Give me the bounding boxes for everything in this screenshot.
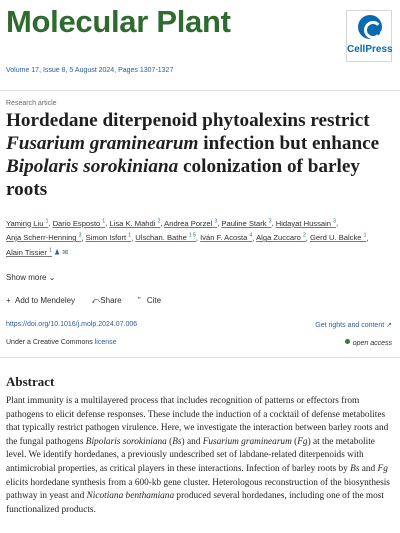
cite-button[interactable]: ” Cite: [137, 296, 162, 305]
quote-icon: ”: [137, 296, 141, 305]
article-type: Research article: [6, 100, 57, 107]
external-link-icon: ↗: [386, 322, 392, 329]
author-link[interactable]: Alain Tissier $^1$: [6, 247, 52, 257]
abstract-text: Plant immunity is a multilayered process that includes recognition of patterns or effectors from pathogens to elicit defense responses. These include the induction of a cocktail of defense metabolites that typically restrict pathogen virulence. Here, we investigate the interaction between barley roots and the fungal pathogens Bipolaris sorokiniana (Bs) and Fusarium graminearum (Fg) at the metabolite level. We identify hordedanes, a previously undescribed set of labdane-related diterpenoids with antimicrobial properties, as critical players in these interactions. Infection of barley roots by Bs and Fg elicits hordedane synthesis from a 600-kb gene cluster. Heterologous reconstruction of the biosynthesis pathway in yeast and Nicotiana benthamiana produced several hordedanes, including one of the most functionalized products.: [6, 396, 390, 515]
author-link[interactable]: Iván F. Acosta $^4$: [200, 232, 253, 243]
open-access-icon: [345, 339, 350, 344]
open-access-badge: open access: [345, 339, 392, 347]
journal-header: [0, 0, 400, 92]
license-line: Under a Creative Commons license: [6, 339, 117, 346]
author-link[interactable]: Yaming Liu $^1$: [6, 218, 49, 228]
citation-line[interactable]: Volume 17, Issue 8, 5 August 2024, Pages 1307-1327: [6, 67, 174, 74]
article-actions: [6, 296, 175, 306]
show-more-button[interactable]: Show more ⌄: [6, 273, 56, 282]
cellpress-wordmark: CellPress: [347, 44, 393, 55]
cellpress-mark-icon: [358, 15, 382, 39]
author-link[interactable]: Simon Isfort $^1$: [85, 232, 132, 243]
plus-icon: +: [6, 296, 11, 305]
share-button[interactable]: ⤺Share: [91, 296, 122, 305]
chevron-down-icon: ⌄: [48, 273, 56, 282]
email-icon[interactable]: ✉: [62, 249, 69, 257]
add-to-mendeley-button[interactable]: + Add to Mendeley: [6, 296, 76, 305]
header-divider: [0, 90, 400, 91]
author-link[interactable]: Lisa K. Mahdi $^2$: [109, 218, 161, 228]
journal-title[interactable]: Molecular Plant: [6, 4, 231, 39]
abstract-heading: Abstract: [6, 374, 55, 389]
person-icon[interactable]: ♟: [53, 249, 61, 257]
author-link[interactable]: Ulschan. Bathe $^{1 5}$: [135, 232, 196, 243]
author-link[interactable]: Andrea Porzel $^3$: [164, 218, 218, 228]
get-rights-link[interactable]: Get rights and content ↗: [315, 322, 392, 329]
author-link[interactable]: Gerd U. Balcke $^1$: [310, 232, 367, 243]
cellpress-logo[interactable]: [346, 10, 392, 62]
author-link[interactable]: Anja Scherr-Henning $^3$: [6, 232, 82, 243]
author-link[interactable]: Hidayat Hussain $^3$: [275, 218, 336, 228]
license-link[interactable]: license: [94, 339, 117, 346]
author-link[interactable]: Dario Esposto $^1$: [52, 218, 106, 228]
author-list: Yaming Liu $^1$, Dario Esposto $^1$, Lisa K. Mahdi $^2$, Andrea Porzel $^3$, Pauline Stark $^3$, Hidayat Hussain $^3$, Anja Scherr-Henning $^3$, Simon Isfort $^1$, Ulschan. Bathe $^{1 5}$, Iván F. Acosta $^4$, Alga Zuccaro $^2$, Gerd U. Balcke $^1$, Alain Tissier $^1$ ♟ ✉: [6, 218, 369, 257]
author-link[interactable]: Alga Zuccaro $^2$: [256, 232, 306, 243]
author-link[interactable]: Pauline Stark $^3$: [221, 218, 272, 228]
share-icon: ⤺: [91, 296, 100, 305]
doi-link[interactable]: https://doi.org/10.1016/j.molp.2024.07.006: [6, 321, 138, 328]
article-title: Hordedane diterpenoid phytoalexins restrict Fusarium graminearum infection but enhance Bipolaris sorokiniana colonization of barley roots: [6, 110, 380, 200]
abstract-divider: [0, 357, 400, 358]
